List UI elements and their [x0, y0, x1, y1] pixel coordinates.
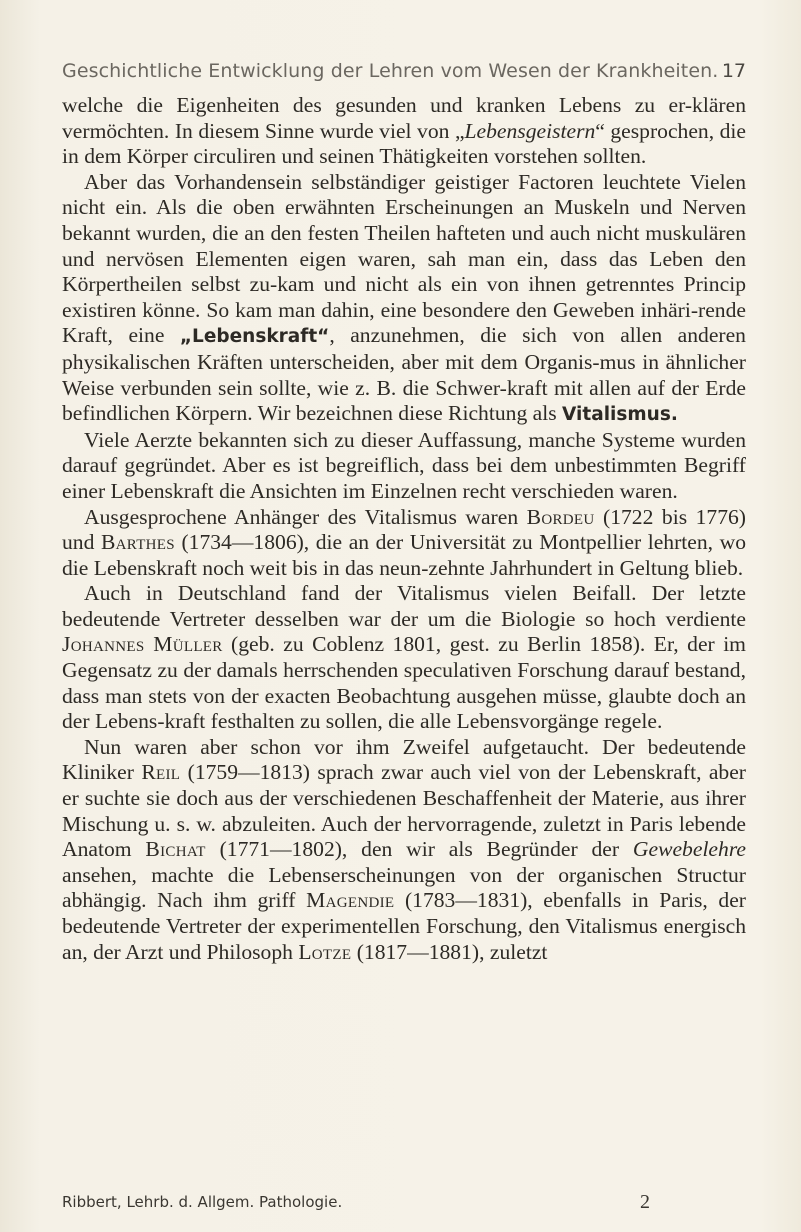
text-run: (1817—1881), zuletzt	[351, 939, 548, 964]
text-run: (1771—1802), den wir als Begründer der	[205, 837, 633, 862]
italic-term: Lebensgeistern	[464, 118, 596, 143]
text-run: (1722 bis 1776) und	[62, 504, 747, 555]
page-footer	[62, 1193, 746, 1215]
person-name: Bichat	[145, 837, 206, 862]
person-name: Barthes	[100, 530, 175, 555]
person-name: Bordeu	[526, 504, 595, 529]
paragraph	[62, 93, 746, 170]
text-run: , anzunehmen, die sich von allen anderen physikalischen Kräften unterscheiden, aber mit dem Organis-mus in ähnlicher Weise verbunden sein sollte, wie z. B. die Schwer-kraft mit allen auf der Erde befindlichen Körpern. Wir bezeichnen diese Richtung als	[62, 323, 746, 426]
running-head-title: Geschichtliche Entwicklung der Lehren vom Wesen der Krankheiten.	[62, 60, 719, 82]
text-run: Aber das Vorhandensein selbständiger geistiger Factoren leuchtete Vielen nicht ein. Als die oben erwähnten Erscheinungen an Muskeln und Nerven bekannt wurden, die an den festen Theilen hafteten und auch nicht muskulären und nervösen Elementen eigen waren, sah man ein, dass das Leben den Körpertheilen selbst zu-kam und nicht als ein von ihnen getrenntes Princip existiren könne. So kam man dahin, eine besondere den Geweben inhäri-rende Kraft, eine	[62, 169, 746, 348]
page-number: 17	[721, 60, 746, 82]
paragraph	[62, 428, 746, 505]
text-run: welche die Eigenheiten des gesunden und kranken Lebens zu er-klären vermöchten. In diesem Sinne wurde viel von „	[62, 93, 746, 143]
italic-term: Gewebelehre	[632, 837, 747, 862]
text-run: Viele Aerzte bekannten sich zu dieser Auffassung, manche Systeme wurden darauf gegründet. Aber es ist begreiflich, dass bei dem unbestimmten Begriff einer Lebenskraft die Ansichten im Einzelnen recht verschieden waren.	[62, 427, 746, 503]
text-run: Ausgesprochene Anhänger des Vitalismus waren	[84, 504, 527, 529]
bold-term: „Lebenskraft“	[179, 326, 330, 348]
bold-term: Vitalismus.	[562, 404, 678, 426]
person-name: Magendie	[306, 888, 395, 913]
text-run: Auch in Deutschland fand der Vitalismus vielen Beifall. Der letzte bedeutende Vertreter desselben war der um die Biologie so hoch verdiente	[62, 581, 746, 631]
text-run: “ gesprochen, die in dem Körper circuliren und seinen Thätigkeiten vorstehen sollten.	[62, 118, 746, 169]
paragraph	[62, 170, 746, 428]
person-name: Reil	[141, 760, 181, 785]
signature-number: 2	[640, 1191, 650, 1213]
person-name: Johannes Müller	[62, 632, 223, 657]
text-run: (1759—1813) sprach zwar auch viel von der Lebenskraft, aber er suchte sie doch aus der verschiedenen Beschaffenheit der Materie, aus ihrer Mischung u. s. w. abzuleiten. Auch der hervorragende, zuletzt in Paris lebende Anatom	[62, 760, 746, 862]
paragraph	[62, 735, 746, 965]
person-name: Lotze	[298, 939, 352, 964]
running-head	[62, 60, 746, 86]
body-text	[62, 93, 746, 965]
paragraph	[62, 505, 746, 582]
printer-signature: Ribbert, Lehrb. d. Allgem. Pathologie.	[62, 1193, 343, 1211]
text-run: (geb. zu Coblenz 1801, gest. zu Berlin 1858). Er, der im Gegensatz zu der damals herrschenden speculativen Forschung darauf bestand, dass man stets von der exacten Beobachtung ausgehen müsse, glaubte doch an der Lebens-kraft festhalten zu sollen, die alle Lebensvorgänge regele.	[62, 632, 746, 734]
text-run: Nun waren aber schon vor ihm Zweifel aufgetaucht. Der bedeutende Kliniker	[62, 734, 746, 785]
text-run: ansehen, machte die Lebenserscheinungen von der organischen Structur abhängig. Nach ihm griff	[62, 862, 746, 913]
paragraph	[62, 581, 746, 735]
text-run: (1783—1831), ebenfalls in Paris, der bedeutende Vertreter der experimentellen Forschung, den Vitalismus energisch an, der Arzt und Philosoph	[62, 888, 747, 964]
text-run: (1734—1806), die an der Universität zu Montpellier lehrten, wo die Lebenskraft noch weit bis in das neun-zehnte Jahrhundert in Geltung blieb.	[62, 530, 746, 580]
